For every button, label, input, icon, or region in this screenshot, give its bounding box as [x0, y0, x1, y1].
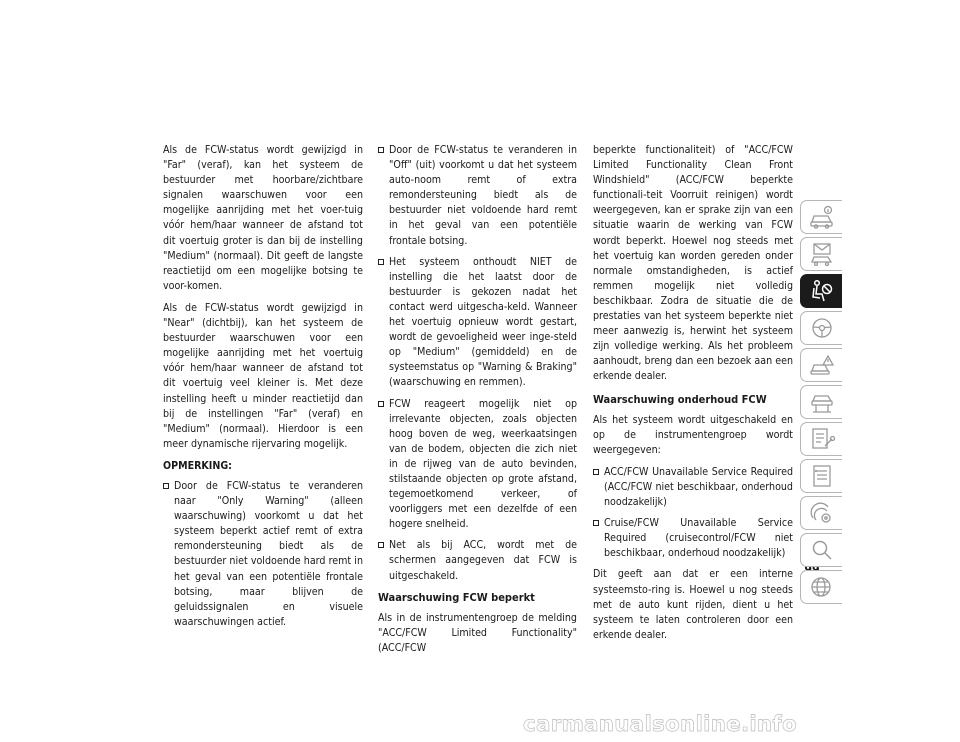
chapter-tab-emergency[interactable]: [800, 348, 842, 382]
chapter-tab-index[interactable]: [800, 533, 842, 567]
bullet-text: ACC/FCW Unavailable Service Required (ACC/FCW niet beschikbaar, onderhoud noodzakelijk): [604, 465, 793, 509]
chapter-tab-getting-to-know[interactable]: [800, 200, 842, 234]
bullet-text: Het systeem onthoudt NIET de instelling die het laatst door de bestuurder is gekozen nadat het contact werd uitgescha-keld. Wanneer het voertuig opnieuw wordt gestart, wordt de gevoeligheid weer inge-steld op "Medium" (gemiddeld) en de systeemstatus op "Warning & Braking" (waarschuwing en remmen).: [389, 255, 577, 389]
bullet-item: [378, 397, 577, 533]
car-key-mail-icon: [808, 241, 836, 267]
section-heading-fcw-service: Waarschuwing onderhoud FCW: [593, 392, 767, 406]
square-bullet-icon: [593, 520, 599, 526]
bullet-item: [378, 143, 577, 249]
square-bullet-icon: [378, 542, 384, 548]
paragraph-internal-fault: Dit geeft aan dat er een interne systeemsto-ring is. Hoewel u nog steeds met de auto kunt rijden, dient u het systeem te laten controleren door een erkende dealer.: [593, 568, 793, 641]
chapter-tab-lift[interactable]: [800, 385, 842, 419]
text-column-right: [593, 143, 793, 650]
square-bullet-icon: [163, 483, 169, 489]
bullet-text: Net als bij ACC, wordt met de schermen aangegeven dat FCW is uitgeschakeld.: [389, 539, 577, 582]
bullet-item: [593, 516, 793, 561]
search-magnifier-icon: [808, 537, 836, 563]
chapter-tab-specifications[interactable]: [800, 459, 842, 493]
bullet-text: Cruise/FCW Unavailable Service Required (cruisecontrol/FCW niet beschikbaar, onderhoud noodzakelijk): [604, 517, 793, 560]
car-info-icon: [808, 204, 836, 230]
bullet-item: [163, 479, 363, 630]
language-globe-icon: [808, 574, 836, 600]
bullet-item: [593, 465, 793, 510]
square-bullet-icon: [593, 469, 599, 475]
chapter-tab-multimedia[interactable]: [800, 496, 842, 530]
service-wrench-icon: [808, 426, 836, 452]
airbag-seat-icon: [808, 278, 836, 304]
text-column-middle: [378, 143, 577, 656]
square-bullet-icon: [378, 259, 384, 265]
paragraph-fcw-service: Als het systeem wordt uitgeschakeld en op de instrumentengroep wordt weergegeven:: [593, 413, 793, 456]
chapter-tab-languages[interactable]: [800, 570, 842, 604]
bullet-text: Door de FCW-status te veranderen in "Off" (uit) voorkomt u dat het systeem auto-noom remt of extra remondersteuning biedt als de bestuurder niet voldoende hard remt in het geval van een potentiële frontale botsing.: [389, 144, 577, 247]
bullet-text: FCW reageert mogelijk niet op irrelevante objecten, zoals objecten hoog boven de weg, weerkaatsingen van de bodem, objecten die zich niet in de rijweg van de auto bevinden, stilstaande objecten op grote afstand, tegemoetkomend verkeer, of voorliggers met een dezelfde of een hogere snelheid.: [389, 397, 577, 531]
maintenance-checklist-icon: [808, 463, 836, 489]
warning-triangle-car-icon: [808, 352, 836, 378]
paragraph-fcw-limited-continued: beperkte functionaliteit) of "ACC/FCW Limited Functionality Clean Front Windshield" (ACC/FCW beperkte functionali-teit Voorruit reinigen) wordt weergegeven, kan er sprake zijn van een situatie waarin de werking van FCW wordt beperkt. Hoewel nog steeds met het voertuig kan worden gereden onder normale omstandigheden, is actief remmen mogelijk niet volledig beschikbaar. Zodra de situatie die de prestaties van het systeem beperkte niet meer aanwezig is, herwint het systeem zijn volledige werking. Als het probleem aanhoudt, breng dan een bezoek aan een erkende dealer.: [593, 144, 793, 383]
bullet-text: Door de FCW-status te veranderen naar "Only Warning" (alleen waarschuwing) voorkomt u dat het systeem beperkt actief remt of extra remondersteuning biedt als de bestuurder niet voldoende hard remt in het geval van een potentiële frontale botsing, maar blijven de geluidssignalen en visuele waarschuwingen actief.: [174, 479, 363, 628]
square-bullet-icon: [378, 147, 384, 153]
chapter-tab-bar: [800, 200, 842, 607]
paragraph-fcw-limited: Als in de instrumentengroep de melding "ACC/FCW Limited Functionality" (ACC/FCW: [378, 611, 577, 654]
square-bullet-icon: [378, 401, 384, 407]
steering-wheel-icon: [808, 315, 836, 341]
paragraph-far-setting: Als de FCW-status wordt gewijzigd in "Far" (veraf), kan het systeem de bestuurder met hoorbare/zichtbare signalen waarschuwen voor een mogelijke aanrijding met het voer-tuig vóór hem/haar wanneer de afstand tot dit voertuig groter is dan bij de instelling "Medium" (normaal). Dit geeft de langste reactietijd om een mogelijke botsing te voor-komen.: [163, 144, 363, 292]
watermark-logo: carmanualsonline.info: [523, 712, 797, 737]
section-heading-fcw-limited: Waarschuwing FCW beperkt: [378, 590, 535, 604]
paragraph-near-setting: Als de FCW-status wordt gewijzigd in "Near" (dichtbij), kan het systeem de bestuurder waarschuwen voor een mogelijke aanrijding met het voertuig vóór hem/haar wanneer de afstand tot dit voertuig veel kleiner is. Met deze instelling heeft u minder reactietijd dan bij de instellingen "Far" (veraf) en "Medium" (normaal). Hierdoor is een meer dynamische rijervaring mogelijk.: [163, 301, 363, 450]
chapter-tab-starting[interactable]: [800, 311, 842, 345]
car-lift-icon: [808, 389, 836, 415]
bullet-item: [378, 255, 577, 391]
text-column-left: [163, 143, 363, 636]
note-heading: OPMERKING:: [163, 459, 232, 472]
chapter-tab-safety[interactable]: [800, 274, 842, 308]
chapter-tab-keys[interactable]: [800, 237, 842, 271]
multimedia-dial-icon: [808, 500, 836, 526]
chapter-tab-service[interactable]: [800, 422, 842, 456]
bullet-item: [378, 538, 577, 583]
